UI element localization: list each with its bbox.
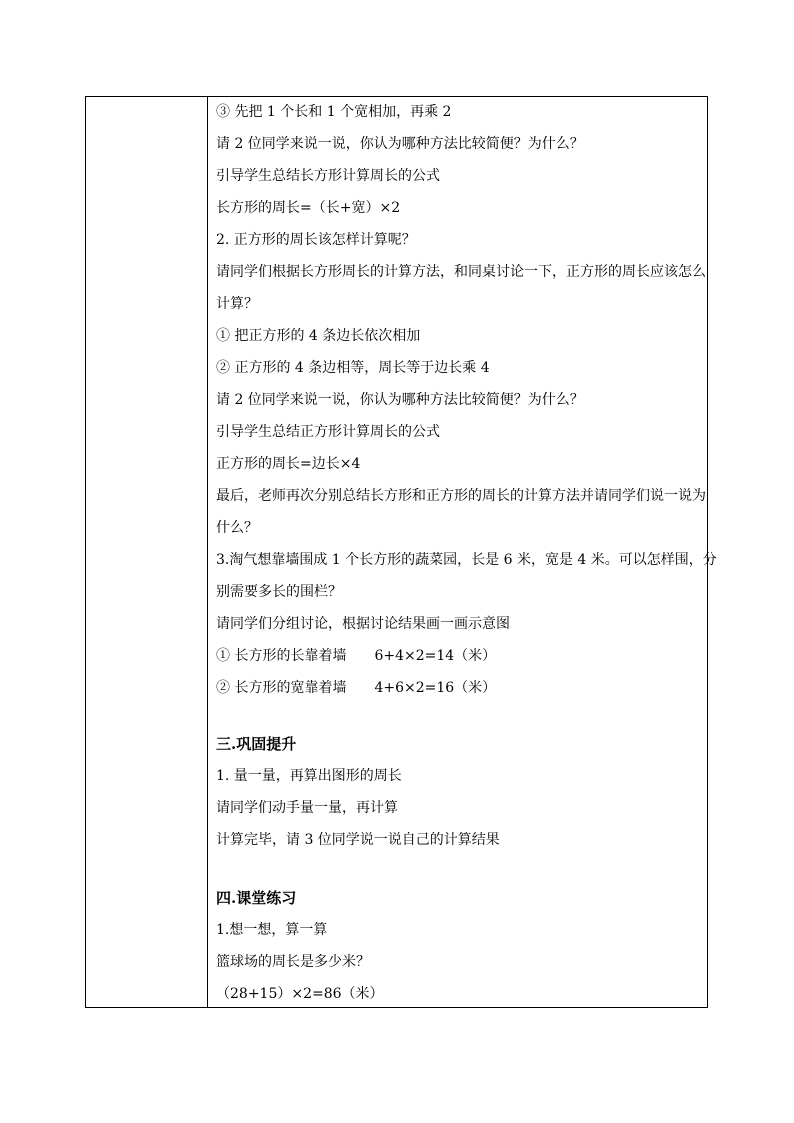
column-divider	[207, 97, 208, 1007]
guide-formula-rectangle: 引导学生总结长方形计算周长的公式	[216, 168, 440, 184]
group-discussion-prompt: 请同学们分组讨论，根据讨论结果画一画示意图	[216, 616, 510, 632]
vegetable-garden-problem-cont: 别需要多长的围栏？	[216, 584, 342, 600]
basketball-court-answer: （28+15）×2=86（米）	[216, 986, 384, 1002]
option-length-against-wall	[216, 647, 496, 665]
option-2-label: ② 长方形的宽靠着墙	[216, 680, 347, 696]
teacher-summary-cont: 什么？	[216, 520, 258, 536]
section-3-heading: 三.巩固提升	[216, 735, 297, 753]
step-3-add-length-width: ③ 先把 1 个长和 1 个宽相加，再乘 2	[216, 104, 452, 120]
square-discussion-prompt-cont: 计算？	[216, 296, 258, 312]
guide-formula-square: 引导学生总结正方形计算周长的公式	[216, 424, 440, 440]
basketball-court-question: 篮球场的周长是多少米？	[216, 954, 370, 970]
square-question: 2. 正方形的周长该怎样计算呢？	[216, 232, 416, 248]
option-width-against-wall	[216, 679, 496, 697]
square-perimeter-formula: 正方形的周长=边长×4	[216, 456, 361, 472]
measure-task: 1. 量一量，再算出图形的周长	[216, 768, 402, 784]
square-discussion-prompt: 请同学们根据长方形周长的计算方法，和同桌讨论一下，正方形的周长应该怎么	[216, 264, 706, 280]
measure-result-prompt: 计算完毕，请 3 位同学说一说自己的计算结果	[216, 832, 500, 848]
option-2-formula: 4+6×2=16（米）	[374, 680, 497, 696]
discussion-prompt-2: 请 2 位同学来说一说，你认为哪种方法比较简便？为什么？	[216, 392, 584, 408]
practice-task: 1.想一想，算一算	[216, 922, 328, 938]
vegetable-garden-problem: 3.淘气想靠墙围成 1 个长方形的蔬菜园，长是 6 米，宽是 4 米。可以怎样围，分	[216, 552, 717, 568]
discussion-prompt: 请 2 位同学来说一说，你认为哪种方法比较简便？为什么？	[216, 136, 584, 152]
option-1-label: ① 长方形的长靠着墙	[216, 648, 347, 664]
rectangle-perimeter-formula: 长方形的周长=（长+宽）×2	[216, 200, 401, 216]
section-4-heading: 四.课堂练习	[216, 889, 297, 907]
square-method-1: ① 把正方形的 4 条边长依次相加	[216, 328, 421, 344]
option-1-formula: 6+4×2=14（米）	[374, 648, 497, 664]
lesson-table	[85, 96, 717, 1008]
square-method-2: ② 正方形的 4 条边相等，周长等于边长乘 4	[216, 360, 490, 376]
measure-prompt: 请同学们动手量一量，再计算	[216, 800, 398, 816]
teacher-summary: 最后，老师再次分别总结长方形和正方形的周长的计算方法并请同学们说一说为	[216, 488, 706, 504]
